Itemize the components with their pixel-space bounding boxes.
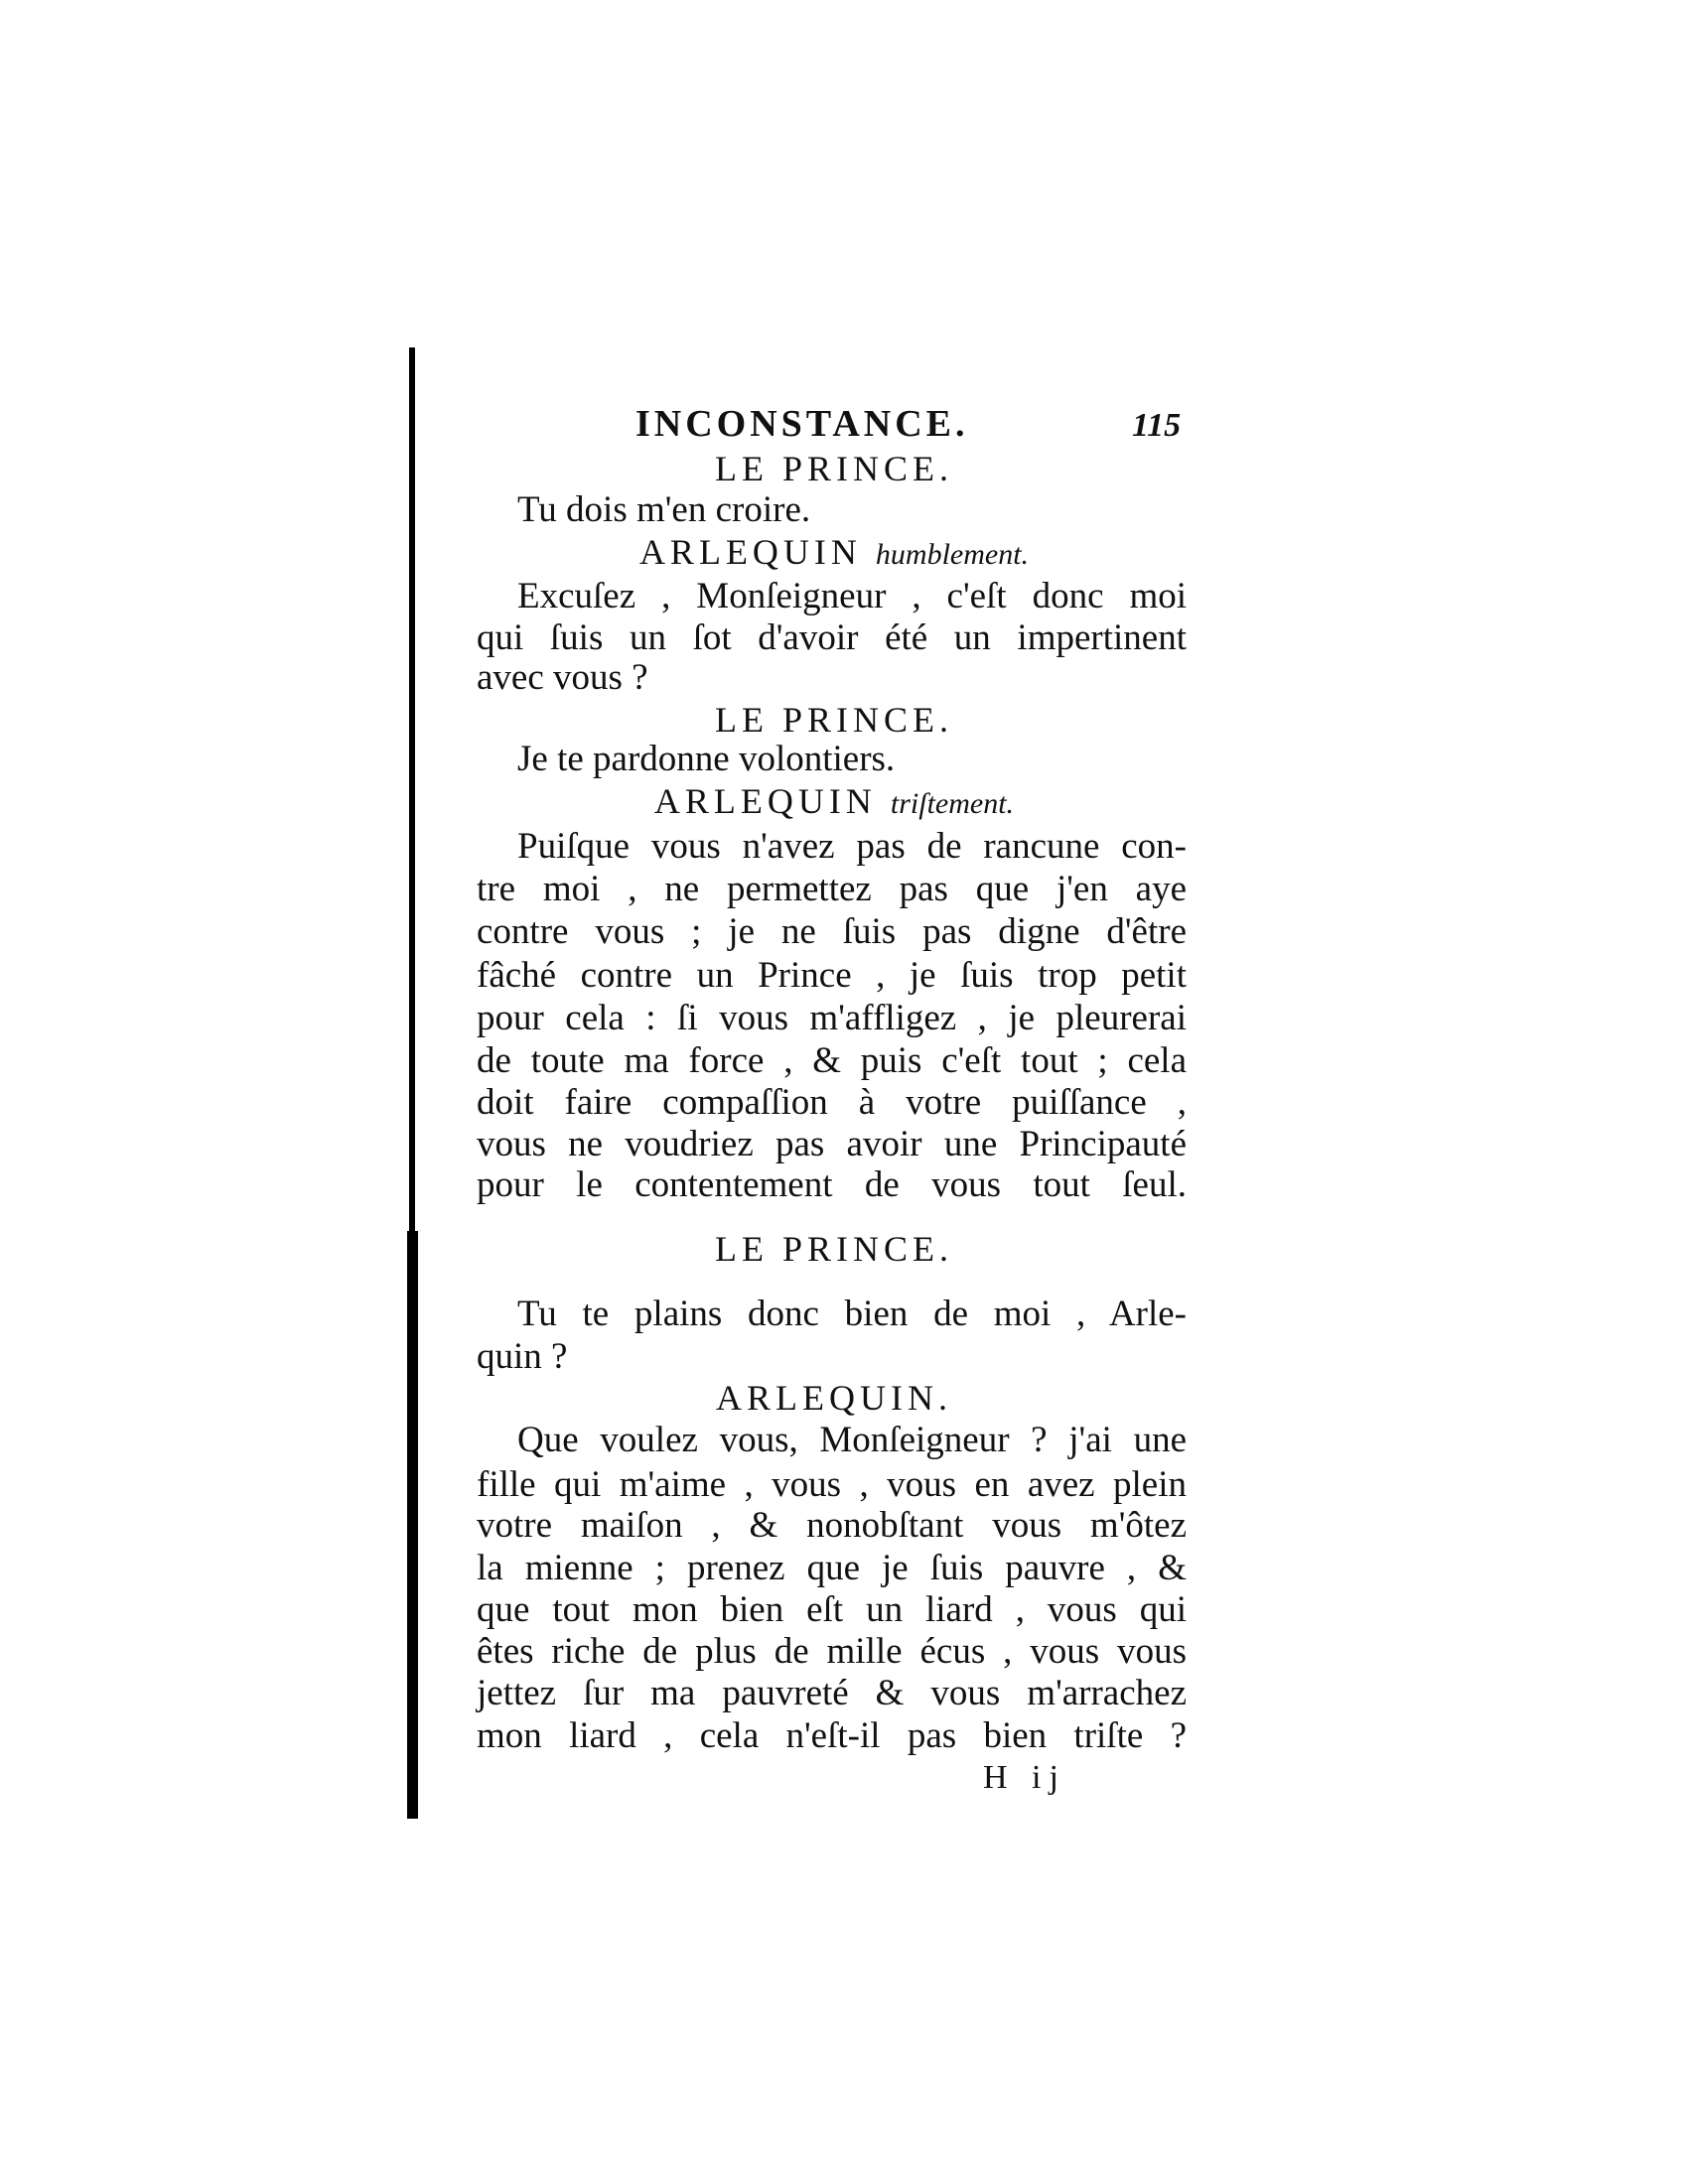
line-text: LE PRINCE. [714, 700, 953, 740]
text-line [517, 826, 1187, 868]
text-line [517, 739, 1187, 780]
line-text: Tu dois m'en croire. [517, 489, 811, 530]
line-text: quin ? [477, 1336, 568, 1377]
text-line [477, 1082, 1187, 1124]
line-text: de toute ma force , & puis c'eſt tout ; cela [477, 1040, 1187, 1081]
line-text: qui ſuis un ſot d'avoir été un impertinent [477, 617, 1187, 658]
line-text: pour le contentement de vous tout ſeul. [477, 1164, 1187, 1205]
line-text: Je te pardonne volontiers. [517, 739, 896, 779]
line-text: que tout mon bien eſt un liard , vous qui [477, 1589, 1187, 1630]
line-text: Excuſez , Monſeigneur , c'eſt donc moi [517, 576, 1187, 616]
text-line [517, 489, 1187, 531]
line-text: pour cela : ſi vous m'affligez , je pleurerai [477, 998, 1187, 1038]
text-line [477, 1164, 1187, 1206]
text-line [477, 1631, 1187, 1673]
line-text: Que voulez vous, Monſeigneur ? j'ai une [517, 1420, 1187, 1460]
text-line [477, 1505, 1187, 1547]
text-line [517, 576, 1187, 617]
line-text: fille qui m'aime , vous , vous en avez plein [477, 1464, 1187, 1505]
line-text: la mienne ; prenez que je ſuis pauvre , & [477, 1548, 1187, 1588]
text-line [477, 955, 1187, 997]
text-line [477, 1589, 1187, 1631]
speaker-heading [556, 699, 1112, 741]
line-text: jettez ſur ma pauvreté & vous m'arrachez [477, 1673, 1187, 1713]
text-line [477, 1336, 1187, 1378]
speaker-heading [556, 1228, 1112, 1270]
line-text: votre maiſon , & nonobſtant vous m'ôtez [477, 1505, 1187, 1546]
text-line [477, 869, 1187, 910]
page-edge-bar [409, 347, 415, 1241]
speaker-heading [556, 531, 1112, 573]
line-text: LE PRINCE. [714, 449, 953, 488]
stage-direction: humblement. [875, 538, 1030, 571]
text-line [477, 1464, 1187, 1506]
text-line [477, 911, 1187, 953]
line-text: tre moi , ne permettez pas que j'en aye [477, 869, 1187, 909]
text-line [477, 1040, 1187, 1082]
stage-direction: triſtement. [890, 787, 1015, 820]
text-line [477, 998, 1187, 1039]
line-text: mon liard , cela n'eſt-il pas bien triſte ? [477, 1715, 1187, 1756]
speaker-heading [556, 448, 1112, 489]
line-text: ARLEQUIN. [716, 1378, 952, 1418]
text-line [477, 1673, 1187, 1714]
line-text: doit faire compaſſion à votre puiſſance , [477, 1082, 1187, 1123]
line-text: LE PRINCE. [714, 1229, 953, 1269]
line-text: contre vous ; je ne ſuis pas digne d'être [477, 911, 1187, 952]
page-edge-bar-lower [407, 1231, 418, 1819]
line-text: vous ne voudriez pas avoir une Principauté [477, 1124, 1187, 1164]
text-line [477, 617, 1187, 659]
line-text: ARLEQUIN [653, 781, 877, 821]
running-title: INCONSTANCE. [635, 403, 969, 445]
line-text: fâché contre un Prince , je ſuis trop petit [477, 955, 1187, 996]
speaker-heading [556, 780, 1112, 822]
line-text: Tu te plains donc bien de moi , Arle- [517, 1294, 1187, 1334]
line-text: avec vous ? [477, 657, 648, 698]
text-line [477, 1715, 1187, 1757]
text-line [517, 1420, 1187, 1461]
text-line [477, 1548, 1187, 1589]
text-line [517, 1294, 1187, 1335]
signature-mark: H ij [983, 1759, 1066, 1796]
line-text: êtes riche de plus de mille écus , vous vous [477, 1631, 1187, 1672]
line-text: Puiſque vous n'avez pas de rancune con- [517, 826, 1187, 867]
text-line [477, 1124, 1187, 1165]
line-text: ARLEQUIN [638, 532, 862, 572]
speaker-heading [556, 1377, 1112, 1419]
page-number: 115 [1132, 407, 1182, 444]
text-line [477, 657, 1187, 699]
